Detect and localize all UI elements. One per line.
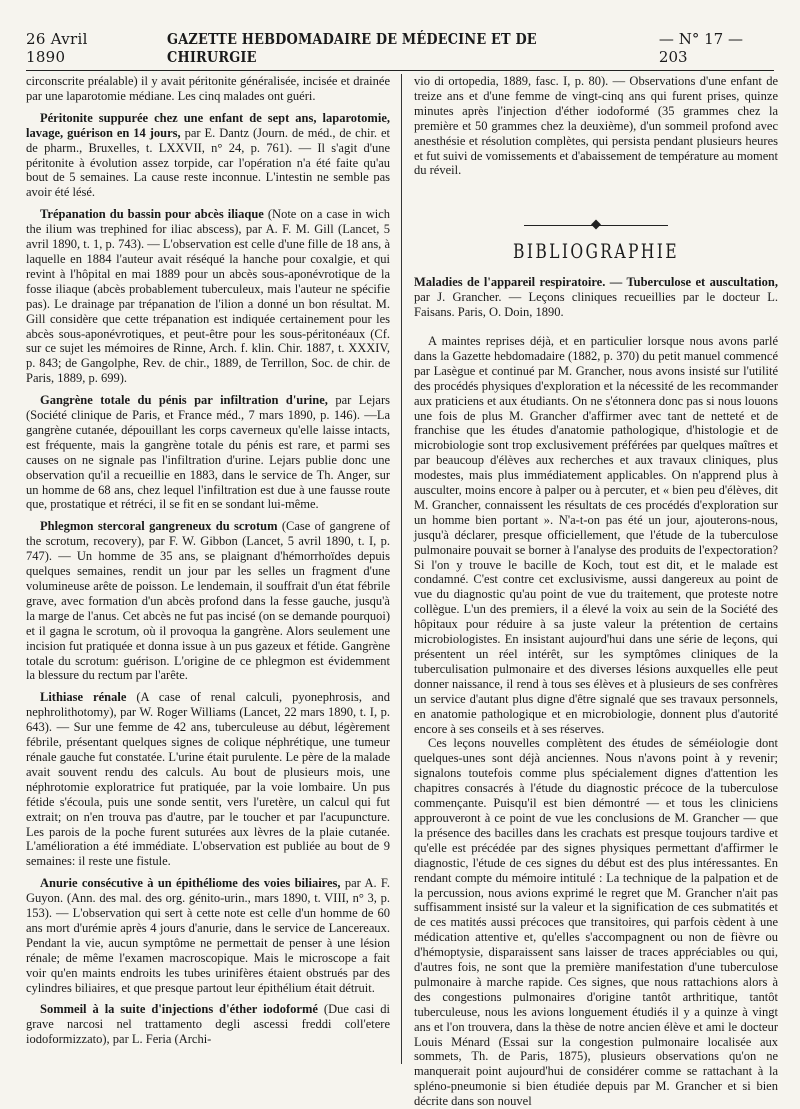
article-reference: par Lejars (Société clinique de Paris, et France méd., 7 mars 1890, p. 146). —	[26, 393, 390, 423]
page-number: — N° 17 — 203	[658, 30, 743, 66]
section-ornament	[414, 220, 778, 230]
review-publication: par J. Grancher. — Leçons cliniques recueillies par le docteur L. Faisans. Paris, O. Doin, 1890.	[414, 290, 778, 320]
article-heading: Sommeil à la suite d'injections d'éther iodoformé	[40, 1002, 318, 1017]
article-sommeil	[26, 1002, 390, 1047]
article-body: L'observation qui sert à cette note est celle d'un homme de 60 ans mort d'urémie après 4 jours d'anurie, dans le service de Lancereaux. Pendant la vie, aucun symptôme ne permettait de penser à une lésion rénale; de même l'examen macroscopique. Mais le microscope a fait voir qu'en maints endroits les tubes urinifères étaient obstrués par des cylindres biliaires, et que presque partout leur épithélium était détruit.	[26, 906, 390, 995]
article-lithiase	[26, 690, 390, 869]
article-heading: Gangrène totale du pénis par infiltration d'urine,	[40, 393, 328, 408]
article-phlegmon	[26, 519, 390, 683]
review-paragraph-2: Ces leçons nouvelles complètent des études de séméiologie dont quelques-unes sont déjà anciennes. Nous n'avons point à y revenir; signalons toutefois comme plus spécialement dignes d'attention les chapitres consacrés à l'étude du diagnostic précoce de la tuberculose commençante. Puisqu'il est bien démontré — et tous les cliniciens approuveront à ce point de vue les conclusions de M. Grancher — que la présence des bacilles dans les crachats est presque toujours tardive et qu'elle est précédée par des signes physiques permettant d'affirmer le diagnostic, l'étude de ces signes du début est des plus intéressantes. En rendant compte du mémoire intitulé : La technique de la palpation et de la percussion, nous avions exprimé le regret que M. Grancher n'ait pas suffisamment insisté sur la valeur et la signification de ces submatités et de ces matités aussi précoces que transitoires, qui parfois cèdent à une médication attentive et, qu'elles s'accompagnent ou non de fièvre ou d'hémoptysie, disparaissent sans laisser de traces appréciables ou qui, d'autres fois, ne sont que la première manifestation d'une tuberculose pulmonaire à marche rapide. Ces signes, que nous rattachions alors à des congestions pulmonaires d'origine tantôt arthritique, tantôt tuberculeuse, nous les avions longuement étudiés il y a quinze à vingt ans et l'on trouvera, dans la thèse de notre ancien élève et ami le docteur Louis Ménard (Essai sur la congestion pulmonaire localisée aux sommets, Th. de Paris, 1875), plusieurs observations qu'on ne manquerait point aujourd'hui de considérer comme se rattachant à la spléno-pneumonie si bien étudiée depuis par M. Grancher et si bien décrite dans son nouvel	[414, 736, 778, 1109]
article-heading: Anurie consécutive à un épithéliome des voies biliaires,	[40, 876, 341, 891]
article-reference: par A. F. Guyon. (Ann. des mal. des org. génito-urin., mars 1890, t. VIII, n° 3, p. 153). —	[26, 876, 391, 921]
intro-paragraph: circonscrite préalable) il y avait péritonite généralisée, incisée et drainée par une laparotomie médiane. Les cinq malades ont guéri.	[26, 74, 390, 103]
article-peritonite	[26, 111, 390, 200]
ornament-diamond	[591, 220, 601, 230]
article-reference: (Due casi di grave narcosi nel trattamento degli ascessi freddi coll'etere iodoformizzato), par L. Feria (Archi-	[26, 1002, 390, 1047]
right-column	[414, 74, 778, 1109]
left-column	[26, 74, 390, 1047]
review-paragraph-1: A maintes reprises déjà, et en particulier lorsque nous avons parlé dans la Gazette hebdomadaire (1882, p. 370) du petit manuel commencé par Lasègue et continué par M. Grancher, nous avons insisté sur l'utilité des procédés physiques d'exploration et la nécessité de les recommander aux praticiens et aux étudiants. On ne s'étonnera donc pas si nous louons une fois de plus M. Grancher d'affirmer avec tant de netteté et de franchise que les études d'anatomie pathologique, d'histologie et de microbiologie sont trop exclusivement préférées par quelques maîtres et par beaucoup d'élèves aux recherches et aux travaux cliniques, plus modestes, mais plus immédiatement applicables. On n'apprend plus à ausculter, moins encore à palper ou à percuter, et « bien peu d'élèves, dit M. Grancher, connaissent les résultats de ces procédés d'exploration sur un homme bien portant ». N'a-t-on pas été un jour, ajouterons-nous, jusqu'à déclarer, presque officiellement, que l'étude de la tuberculose pulmonaire pouvait se borner à l'analyse des produits de l'expectoration? Si l'on y trouve le bacille de Koch, tout est dit, et le malade est condamné. C'est contre cet exclusivisme, aussi dangereux au point de vue du diagnostic qu'au point de vue du traitement, que proteste notre collègue. L'un des premiers, il a élevé la voix au sein de la Société des hôpitaux pour réduire à sa juste valeur la prétention de certains microbiologistes. En insistant aujourd'hui dans une série de leçons, qui présentent un réel intérêt, sur les symptômes cliniques de la tuberculisation pulmonaire et des diverses lésions auxquelles elle peut donner naissance, il rend à tous ses élèves et à plusieurs de ses confrères un service d'autant plus digne d'être signalé que ses travaux personnels, en anatomie pathologique et en microbiologie, donnent plus d'autorité encore à ses conseils et à ses réserves.	[414, 333, 778, 736]
article-body: Sur une femme de 42 ans, tuberculeuse au début, légèrement fébrile, présentant quelques signes de colique néphrétique, une tumeur rénale gauche fut constatée. L'urine était purulente. Le père de la malade avait souvent rendu des calculs. Au bout de plusieurs mois, une néphrotomie exploratrice fut pratiquée, par la voie lombaire. Un pus fétide s'écoula, puis une sonde sentit, vers l'uretère, un calcul qui fut extrait; on n'en trouva pas d'autre, par le toucher et par l'acupuncture. Les parois de la poche furent suturées aux lèvres de la plaie cutanée. L'amélioration a été immédiate. L'observation est publiée au bout de 9 semaines: il reste une fistule.	[26, 720, 390, 869]
header-date: 26 Avril 1890	[26, 30, 88, 66]
review-heading: Maladies de l'appareil respiratoire. — Tuberculose et auscultation,	[414, 275, 778, 290]
review-reference	[414, 275, 778, 320]
article-heading: Phlegmon stercoral gangreneux du scrotum	[40, 519, 278, 534]
article-reference: par E. Dantz (Journ. de méd., de chir. et de pharm., Bruxelles, t. LXXVII, n° 24, p. 761). —	[26, 125, 391, 155]
article-anurie	[26, 876, 390, 995]
article-trepanation	[26, 207, 390, 386]
section-title: BIBLIOGRAPHIE	[513, 239, 679, 264]
article-heading: Trépanation du bassin pour abcès iliaque	[40, 207, 264, 222]
continuation-paragraph: vio di ortopedia, 1889, fasc. I, p. 80). — Observations d'une enfant de treize ans et d'une femme de vingt-cinq ans qui furent prises, quinze minutes après l'injection d'éther iodoformé (35 grammes chez la première et 50 grammes chez la deuxième), d'un sommeil profond avec anesthésie et résolution complètes, qui persista pendant plusieurs heures et fut suivi de vomissements et d'abaissement de température au moment du réveil.	[414, 74, 778, 178]
article-body: L'observation est celle d'une fille de 18 ans, à laquelle en 1884 l'auteur avait réséqué la hanche pour coxalgie, et qui revint à l'hôpital en mai 1889 pour un abcès sous-aponévrotique de la fosse iliaque (abcès probablement tuberculeux, mais l'auteur ne spécifie pas). Le drainage par trépanation de l'ilion a donné un bon résultat. M. Gill considère que cette trépanation est indiquée certainement pour les abcès sous-aponévrotiques, et peut-être pour les sous-péritonéaux (Cf. sur ce sujet les mémoires de Rinne, Arch. f. klin. Chir. 1887, t. XXXIV, p. 843; de Gangolphe, Rev. de chir., 1889, de Terrillon, Soc. de chir. de Paris, 1889, p. 699).	[26, 237, 390, 386]
article-body: Il s'agit d'une péritonite à évolution assez torpide, car l'opération n'a été faite qu'au bout de 5 semaines. La cause reste inconnue. L'intestin ne semble pas avoir été lésé.	[26, 140, 390, 200]
article-reference: (Note on a case in wich the ilium was trephined for iliac abscess), par A. F. M. Gill (Lancet, 5 avril 1890, t. 1, p. 743). —	[26, 207, 390, 252]
article-heading: Lithiase rénale	[40, 690, 127, 705]
article-reference: (A case of renal calculi, pyonephrosis, and nephrolithotomy), par W. Roger Williams (Lancet, 22 mars 1890, t. I, p. 643). —	[26, 690, 390, 735]
article-heading: Péritonite suppurée chez une enfant de sept ans, laparotomie, lavage, guérison en 14 jours,	[26, 110, 390, 140]
article-body: Un homme de 35 ans, se plaignant d'hémorrhoïdes depuis quelques semaines, rendit un jour par les selles un fragment d'une volumineuse arête de poisson. Le lendemain, il souffrait d'un état fébrile grave, avec formation d'un abcès profond dans la fesse gauche, jusqu'à la marge de l'anus. Cet abcès ne fut pas incisé (on se demande pourquoi) et il gagna le scrotum, où il provoqua la gangrène. Alors seulement une incision fut pratiquée et donna issue à un pus gazeux et fétide. Gangrène totale du scrotum: guérison. L'origine de ce phlegmon est évidemment la blessure du rectum par l'arête.	[26, 549, 390, 683]
article-body: La gangrène cutanée, dépouillant les corps caverneux qu'elle laisse intacts, est fréquente, mais la gangrène totale du pénis est rare, et parmi ses causes on ne signale pas l'infiltration d'urine. Lejars publie donc une observation qu'il a recueillie en 1883, dans le service de Th. Anger, sur un homme de 68 ans, chez lequel l'infiltration est due à une fausse route que, prostatique et rétréci, il se fit en se sondant lui-même.	[26, 408, 390, 512]
running-header	[26, 30, 774, 71]
journal-title: GAZETTE HEBDOMADAIRE DE MÉDECINE ET DE CHIRURGIE	[167, 30, 537, 66]
article-reference: (Case of gangrene of the scrotum, recovery), par F. W. Gibbon (Lancet, 5 avril 1890, t. I, p. 747). —	[26, 519, 390, 564]
column-divider	[401, 74, 402, 1064]
article-gangrene-penis	[26, 393, 390, 512]
